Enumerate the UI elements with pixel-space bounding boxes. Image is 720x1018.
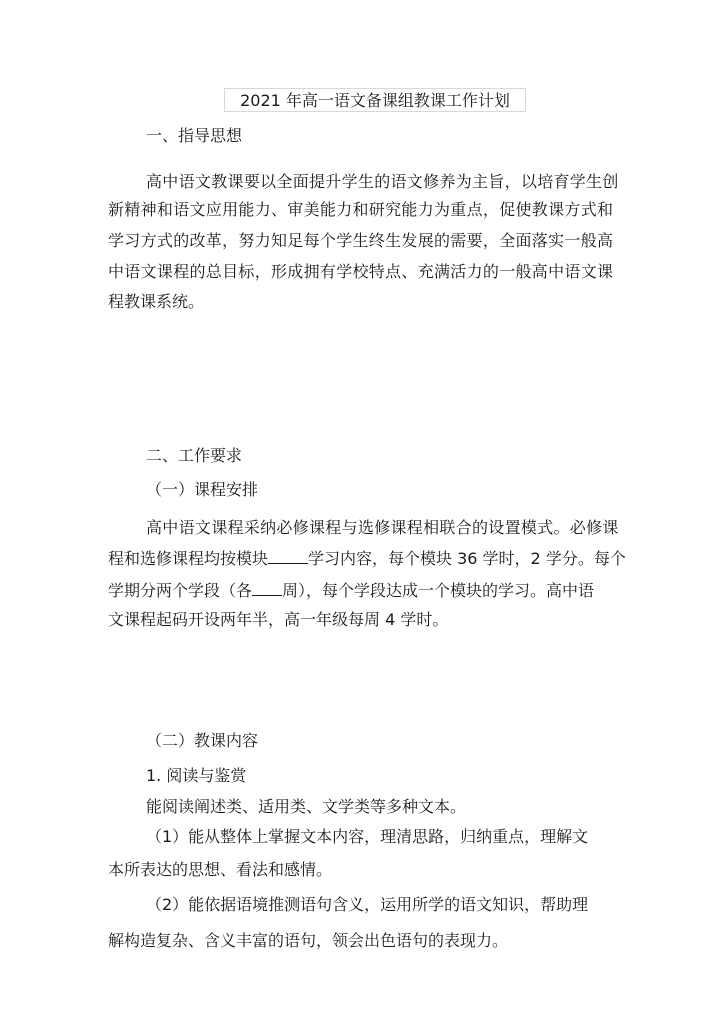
paragraph-line: 本所表达的思想、看法和感情。	[108, 860, 333, 879]
text-fragment: 程和选修课程均按模块	[108, 549, 269, 568]
section-heading: 一、指导思想	[146, 126, 243, 145]
paragraph-line: （2）能依据语境推测语句含义，运用所学的语文知识，帮助理	[146, 895, 589, 914]
paragraph-line: 中语文课程的总目标，形成拥有学校特点、充满活力的一般高中语文课	[108, 262, 614, 281]
section-heading: 二、工作要求	[146, 446, 243, 465]
paragraph-line	[108, 580, 594, 601]
paragraph-line: 学习方式的改革，努力知足每个学生终生发展的需要，全面落实一般高	[108, 231, 614, 250]
paragraph-line: 高中语文课程采纳必修课程与选修课程相联合的设置模式。必修课	[146, 518, 619, 537]
paragraph-line: 文课程起码开设两年半，高一年级每周 4 学时。	[108, 610, 449, 629]
paragraph-line	[108, 548, 626, 569]
blank-underline	[252, 580, 282, 596]
text-fragment: 周），每个学段达成一个模块的学习。高中语	[282, 581, 595, 600]
paragraph-line: 高中语文教课要以全面提升学生的语文修养为主旨，以培育学生创	[146, 172, 619, 191]
paragraph-line: 能阅读阐述类、适用类、文学类等多种文本。	[146, 797, 467, 816]
paragraph-line: 程教课系统。	[108, 292, 205, 311]
paragraph-line: 解构造复杂、含义丰富的语句，领会出色语句的表现力。	[108, 931, 509, 950]
subsection-heading: （二）教课内容	[146, 731, 259, 750]
document-title: 2021 年高一语文备课组教课工作计划	[224, 88, 526, 112]
paragraph-line: （1）能从整体上掌握文本内容，理清思路，归纳重点，理解文	[146, 827, 589, 846]
list-item-heading: 1. 阅读与鉴赏	[146, 766, 247, 785]
text-fragment: 学习内容，每个模块 36 学时，2 学分。每个	[308, 549, 626, 568]
text-fragment: 学期分两个学段（各	[108, 581, 253, 600]
paragraph-line: 新精神和语文应用能力、审美能力和研究能力为重点，促使教课方式和	[108, 200, 614, 219]
subsection-heading: （一）课程安排	[146, 480, 259, 499]
blank-underline	[268, 548, 308, 564]
